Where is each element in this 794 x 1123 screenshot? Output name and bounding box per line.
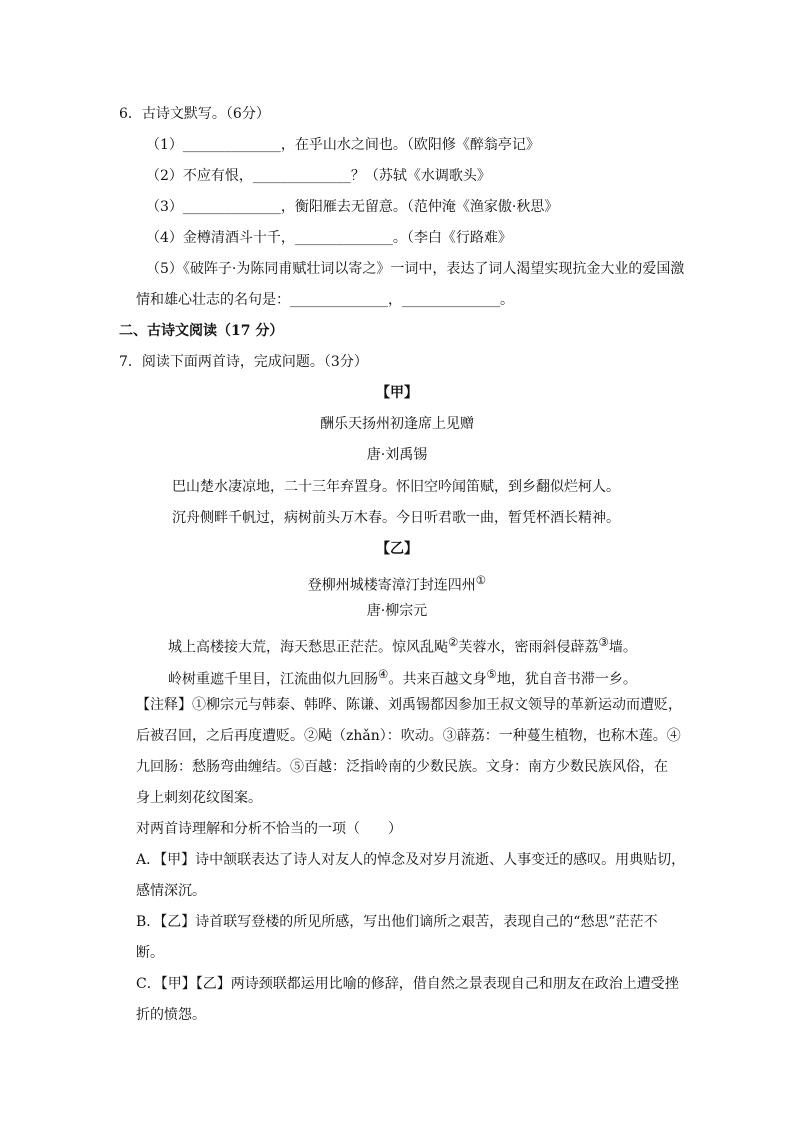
poem-a-line-1: 巴山楚水凄凉地，二十三年弃置身。怀旧空吟闻笛赋，到乡翻似烂柯人。 bbox=[172, 479, 620, 495]
q6-item-5-line1: （5）《破阵子·为陈同甫赋壮词以寄之》一词中，表达了词人渴望实现抗金大业的爱国激 bbox=[146, 261, 685, 277]
option-c-line-1: C．【甲】【乙】两诗颈联都运用比喻的修辞，借自然之景表现自己和朋友在政治上遭受挫 bbox=[136, 976, 679, 992]
footnote-mark: ③ bbox=[598, 635, 609, 649]
notes-line-3: 九回肠：愁肠弯曲缠结。⑤百越：泛指岭南的少数民族。文身：南方少数民族风俗，在 bbox=[136, 759, 668, 775]
section2-title: 二、古诗文阅读（17 分） bbox=[119, 323, 284, 339]
poem-b-line-1 bbox=[168, 632, 637, 658]
poem-b-author: 唐·柳宗元 bbox=[366, 603, 428, 619]
poem-b-title bbox=[0, 570, 794, 596]
poem-b-text: 地，犹自音书滞一乡。 bbox=[496, 671, 637, 688]
q6-item-2: （2）不应有恨，______________？（苏轼《水调歌头》 bbox=[146, 168, 491, 184]
footnote-mark: ② bbox=[448, 635, 459, 649]
q6-item-3: （3）______________，衡阳雁去无留意。（范仲淹《渔家傲·秋思》 bbox=[146, 199, 559, 215]
footnote-mark: ④ bbox=[378, 667, 389, 681]
poem-a-label: 【甲】 bbox=[376, 385, 418, 401]
q7-title: 7．阅读下面两首诗，完成问题。（3分） bbox=[119, 354, 368, 370]
footnote-mark: ⑤ bbox=[486, 667, 497, 681]
poem-b-text: 岭树重遮千里目，江流曲似九回肠 bbox=[168, 671, 378, 688]
option-b-line-1: B．【乙】诗首联写登楼的所见所感，写出他们谪所之艰苦，表现自己的“愁思”茫茫不 bbox=[136, 914, 658, 930]
poem-b-title-text: 登柳州城楼寄漳汀封连四州 bbox=[307, 577, 476, 594]
option-a-line-2: 感情深沉。 bbox=[136, 883, 206, 899]
q6-item-5-line2: 情和雄心壮志的名句是：______________，______________。 bbox=[136, 292, 514, 308]
poem-b-text: 墙。 bbox=[608, 639, 637, 656]
q6-item-4: （4）金樽清酒斗十千，______________。（李白《行路难》 bbox=[146, 230, 512, 246]
poem-a-author: 唐·刘禹锡 bbox=[366, 447, 428, 463]
notes-line-1: 【注释】①柳宗元与韩泰、韩晔、陈谦、刘禹锡都因参加王叔文领导的革新运动而遭贬， bbox=[136, 697, 682, 713]
poem-a-title: 酬乐天扬州初逢席上见赠 bbox=[320, 416, 474, 432]
notes-line-2: 后被召回，之后再度遭贬。②飐（zhǎn）：吹动。③薜荔：一种蔓生植物，也称木莲。④ bbox=[136, 728, 681, 744]
poem-b-label: 【乙】 bbox=[376, 541, 418, 557]
q6-title: 6．古诗文默写。（6分） bbox=[119, 106, 270, 122]
q7-prompt: 对两首诗理解和分析不恰当的一项（ ） bbox=[136, 821, 402, 837]
poem-b-text: 芙蓉水，密雨斜侵薜荔 bbox=[458, 639, 599, 656]
option-a-line-1: A．【甲】诗中颔联表达了诗人对友人的悼念及对岁月流逝、人事变迁的感叹。用典贴切， bbox=[136, 852, 686, 868]
footnote-mark: ① bbox=[475, 573, 487, 587]
poem-b-text: 城上高楼接大荒，海天愁思正茫茫。惊风乱飐 bbox=[168, 639, 448, 656]
poem-a-line-2: 沉舟侧畔千帆过，病树前头万木春。今日听君歌一曲，暂凭杯酒长精神。 bbox=[172, 510, 620, 526]
poem-b-text: 。共来百越文身 bbox=[388, 671, 487, 688]
option-c-line-2: 折的愤怨。 bbox=[136, 1007, 206, 1023]
option-b-line-2: 断。 bbox=[136, 945, 164, 961]
poem-b-line-2 bbox=[168, 664, 637, 690]
q6-item-1: （1）______________，在乎山水之间也。（欧阳修《醉翁亭记》 bbox=[146, 137, 540, 153]
notes-line-4: 身上刺刻花纹图案。 bbox=[136, 790, 262, 806]
